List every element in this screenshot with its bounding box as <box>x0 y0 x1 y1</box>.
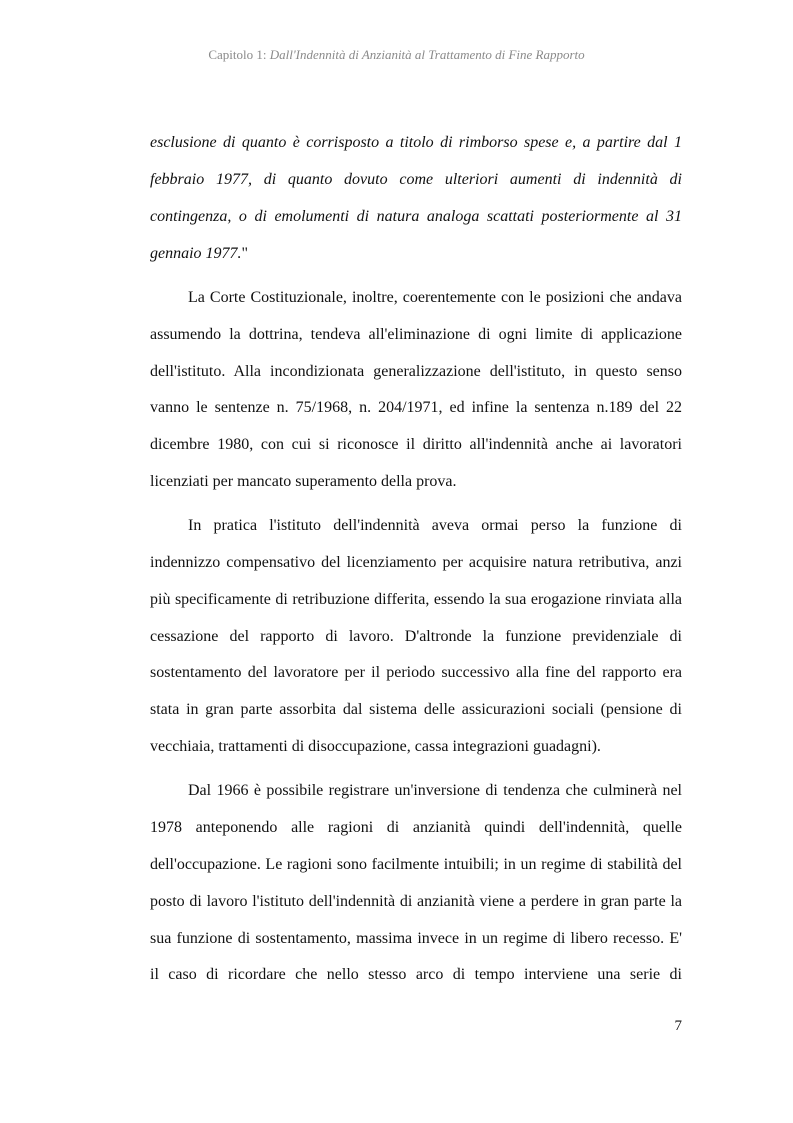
text-line: vanno le sentenze n. 75/1968, n. 204/1971, ed infine la sentenza n.189 del 22 <box>150 399 682 416</box>
quote-closing-text: gennaio 1977. <box>150 245 242 262</box>
text-line: cessazione del rapporto di lavoro. D'altronde la funzione previdenziale di <box>150 628 682 645</box>
quote-closing-mark: " <box>241 245 249 262</box>
text-line: vecchiaia, trattamenti di disoccupazione, cassa integrazioni guadagni). <box>150 738 601 755</box>
text-line: sostentamento del lavoratore per il periodo successivo alla fine del rapporto era <box>150 664 682 681</box>
text-line: dell'occupazione. Le ragioni sono facilmente intuibili; in un regime di stabilità del <box>150 856 682 873</box>
text-line: La Corte Costituzionale, inoltre, coerentemente con le posizioni che andava <box>188 289 682 306</box>
text-line: stata in gran parte assorbita dal sistema delle assicurazioni sociali (pensione di <box>150 701 682 718</box>
text-line: licenziati per mancato superamento della prova. <box>150 473 457 490</box>
text-line: dell'istituto. Alla incondizionata generalizzazione dell'istituto, in questo senso <box>150 363 682 380</box>
running-header <box>0 47 793 63</box>
chapter-label: Capitolo 1: <box>208 47 270 62</box>
text-line: contingenza, o di emolumenti di natura analoga scattati posteriormente al 31 <box>150 208 682 225</box>
text-line: posto di lavoro l'istituto dell'indennità di anzianità viene a perdere in gran parte la <box>150 893 682 910</box>
text-line: indennizzo compensativo del licenziamento per acquisire natura retributiva, anzi <box>150 554 682 571</box>
text-line <box>150 244 682 264</box>
text-line: dicembre 1980, con cui si riconosce il diritto all'indennità anche ai lavoratori <box>150 436 682 453</box>
page-number: 7 <box>674 1018 682 1034</box>
text-line: 1978 anteponendo alle ragioni di anzianità quindi dell'indennità, quelle <box>150 819 682 836</box>
text-line: Dal 1966 è possibile registrare un'inversione di tendenza che culminerà nel <box>188 782 682 799</box>
text-line: In pratica l'istituto dell'indennità aveva ormai perso la funzione di <box>188 517 682 534</box>
text-line: il caso di ricordare che nello stesso arco di tempo interviene una serie di <box>150 966 682 983</box>
chapter-title: Dall'Indennità di Anzianità al Trattamento di Fine Rapporto <box>269 47 585 62</box>
text-line: esclusione di quanto è corrisposto a titolo di rimborso spese e, a partire dal 1 <box>150 134 682 151</box>
text-line: assumendo la dottrina, tendeva all'eliminazione di ogni limite di applicazione <box>150 326 682 343</box>
text-line: più specificamente di retribuzione differita, essendo la sua erogazione rinviata alla <box>150 591 682 608</box>
text-line: febbraio 1977, di quanto dovuto come ulteriori aumenti di indennità di <box>150 171 682 188</box>
text-line: sua funzione di sostentamento, massima invece in un regime di libero recesso. E' <box>150 930 682 947</box>
